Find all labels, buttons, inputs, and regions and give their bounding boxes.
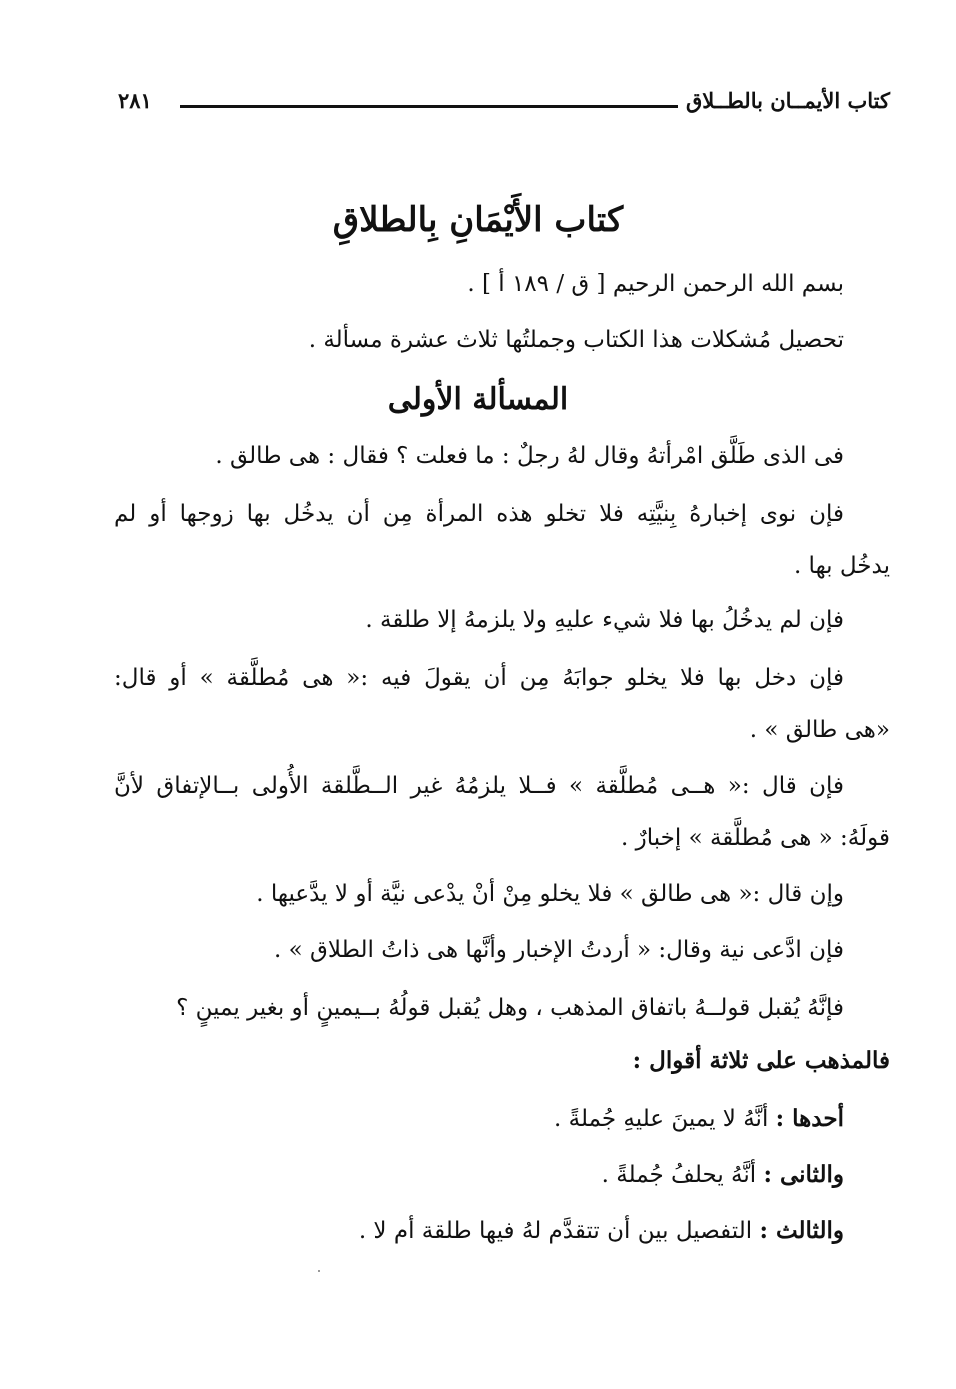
paragraph-line: فإن لم يدخُلُ بها فلا شيء عليهِ ولا يلزمهُ إلا طلقة . [365, 607, 844, 633]
opinion-text: أنَّهُ لا يمينَ عليهِ جُملةً . [554, 1106, 769, 1132]
page-number: ٢٨١ [118, 88, 152, 113]
paragraph-line: فى الذى طَلَّق امْرأتهُ وقال لهُ رجلٌ : ما فعلت ؟ فقال : هى طالق . [215, 443, 844, 469]
summary-line: تحصيل مُشكلات هذا الكتاب وجملتُها ثلاث عشرة مسألة . [308, 327, 844, 353]
paragraph-line: فإن دخل بها فلا يخلو جوابَهُ مِن أن يقولَ فيه :« هى مُطلَّقة » أو قال: [114, 665, 844, 691]
opinion-line [554, 1104, 844, 1135]
section-title: المسألة الأولى [387, 382, 569, 417]
opinion-label: والثانى : [763, 1161, 844, 1188]
opinion-label: أحدها : [775, 1105, 844, 1132]
paragraph-line: فإنَّهُ يُقبل قولــهُ باتفاق المذهب ، وهل يُقبل قولُهُ بــيمينٍ أو بغير يمينٍ ؟ [176, 995, 844, 1021]
paragraph-line: فإن قال :« هــى مُطلَّقة » فــلا يلزمُهُ غير الــطَّلقة الأُولى بــالإتفاق لأنَّ [114, 773, 844, 799]
opinion-line [359, 1216, 844, 1247]
opinion-label: والثالث : [759, 1217, 844, 1244]
paragraph-line: فإن نوى إخبارهُ بِنيَّتِه فلا تخلو هذه المرأة مِن أن يدخُل بها زوجها أو لم [114, 501, 844, 527]
paragraph-line: يدخُل بها . [793, 553, 890, 579]
opinion-text: التفصيل بين أن تتقدَّم لهُ فيها طلقة أم لا . [358, 1218, 753, 1244]
paragraph-line: قولَهُ: « هى مُطلَّقة » إخبارٌ . [620, 825, 890, 851]
book-title: كتاب الأَيْمَانِ بِالطلاقِ [332, 200, 624, 240]
opinion-text: أنَّهُ يحلفُ جُملةً . [601, 1162, 757, 1188]
running-title: كتاب الأيمــان بالطــلاق [685, 88, 890, 113]
opinion-line [602, 1160, 844, 1191]
paragraph-line: فإن ادَّعى نية وقال: « أردتُ الإخبار وأنَّها هى ذاتُ الطلاق » . [274, 937, 844, 963]
paragraph-line: «هى طالق » . [749, 717, 890, 743]
paragraph-line: وإن قال :« هى طالق » فلا يخلو مِنْ أنْ يدْعى نيَّة أو لا يدَّعيها . [256, 881, 844, 907]
running-header [118, 86, 890, 122]
paragraph-line: فالمذهب على ثلاثة أقوال : [632, 1047, 890, 1074]
header-rule [180, 105, 678, 108]
scan-speck [318, 1270, 320, 1272]
basmala-line: بسم الله الرحمن الرحيم [ ق / ١٨٩ أ ] . [467, 271, 844, 297]
